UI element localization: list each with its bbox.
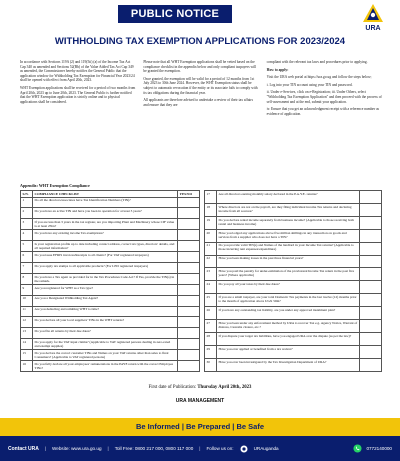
- checklist-item: Do you provide valid TIN(s) and Names of the landlord in your Income Tax returns? (Applicable to those incurring rent expenses/expenditure): [217, 242, 360, 255]
- yes-no-cell[interactable]: [178, 273, 200, 284]
- checklist-item: Have you been making losses in the past three financial years?: [217, 255, 360, 268]
- row-number: 25: [205, 294, 217, 307]
- checklist-item: Do you pay all your taxes by their due dates?: [217, 281, 360, 294]
- yes-no-cell[interactable]: [360, 216, 382, 229]
- checklist-item: Do you have any existing income Tax exemptions?: [33, 230, 178, 241]
- instruction-step: Visit the URA web portal at https://ura.go.ug and follow the steps below;: [266, 75, 372, 80]
- row-number: 19: [205, 216, 217, 229]
- table-row: [205, 191, 382, 204]
- social-media-icon[interactable]: [240, 445, 248, 453]
- checklist-item: Do you apply for the VAT input claims? (Applicable to VAT registered persons dealing in zero-rated and exempt supplies): [33, 339, 178, 350]
- intro-column-1: [20, 60, 135, 178]
- checklist-item: Are you a Designated Withholding Tax Agent?: [33, 295, 178, 306]
- checklist-item: If you are less than 3 years in the tax register, are you importing Plant and Machinery whose CIF value is at least 25bn?: [33, 219, 178, 230]
- checklist-item: Are all directors earning monthly salary declared in the P.A.Y.E. returns?: [217, 191, 360, 204]
- yes-no-cell[interactable]: [360, 358, 382, 371]
- table-row: [21, 219, 200, 230]
- whatsapp-icon: [353, 444, 362, 453]
- contact-bar: Contact URA | Website: www.ura.go.ug | Toll Free: 0800 217 000, 0800 117 000 | Follow us on: URAuganda 0772140000: [0, 436, 400, 461]
- table-row: [21, 306, 200, 317]
- yes-no-cell[interactable]: [178, 197, 200, 208]
- yes-no-cell[interactable]: [178, 262, 200, 273]
- checklist-item: Have you paid the penalty for under-estimation of the provisional Income Tax return in the past five years? (Where applicable): [217, 268, 360, 281]
- intro-paragraph: Once granted, the exemption will be valid for a period of 12 months from 1st July 2023 to 30th June 2024. However, the WHT Exemption status shall be subject to automatic revocation if the entity or its associate fails to comply with its tax obligations during the financial year.: [143, 76, 258, 95]
- row-number: 14: [21, 339, 33, 350]
- checklist-item: If you dispute your target tax liabilities, have you engaged URA over the dispute (as per the law)?: [217, 332, 360, 345]
- yes-no-cell[interactable]: [178, 219, 200, 230]
- intro-column-2: [143, 60, 258, 178]
- how-to-apply-heading: How to apply:: [266, 67, 289, 72]
- row-number: 29: [205, 345, 217, 358]
- row-number: 1: [21, 197, 33, 208]
- yes-no-cell[interactable]: [178, 252, 200, 263]
- table-row: [21, 317, 200, 328]
- checklist-item: Are you registered for WHT as a Tax type?: [33, 284, 178, 295]
- row-number: 15: [21, 350, 33, 361]
- social-handle[interactable]: URAuganda: [253, 446, 279, 451]
- table-row: [21, 252, 200, 263]
- checklist-item: Have you ever applied or benefited from a tax waiver?: [217, 345, 360, 358]
- yes-no-cell[interactable]: [360, 307, 382, 320]
- yes-no-cell[interactable]: [178, 208, 200, 219]
- yes-no-cell[interactable]: [178, 360, 200, 371]
- checklist-item: Do you declare the correct customer TINs and Names on your VAT returns other than sales to final Consumers? (Applicable to VAT registered persons): [33, 350, 178, 361]
- table-row: [205, 255, 382, 268]
- toll-free-numbers[interactable]: Toll Free: 0800 217 000, 0800 117 000: [114, 446, 194, 451]
- yes-no-cell[interactable]: [178, 295, 200, 306]
- row-number: 28: [205, 332, 217, 345]
- compliance-tables: [20, 190, 382, 372]
- checklist-item: Do you have a Tax agent as provided for in the Tax Procedures Code Act? If Yes, provide the TIN(s) in the remark.: [33, 273, 178, 284]
- publication-date-value: Thursday April 20th, 2023: [197, 385, 252, 390]
- table-row: [21, 262, 200, 273]
- page-title: WITHHOLDING TAX EXEMPTION APPLICATIONS FOR 2023/2024: [54, 36, 346, 47]
- table-row: [205, 203, 382, 216]
- intro-paragraph: WHT Exemption applications shall be received for a period of two months from April 20th, 2023 up to June 20th, 2023. The General Public is further notified that the WHT Exemption application is strictly online and to physical applications shall be considered.: [20, 85, 136, 104]
- column-header-sn: S/N.: [21, 191, 33, 198]
- row-number: 30: [205, 358, 217, 371]
- signature-management: URA MANAGEMENT: [175, 398, 225, 404]
- row-number: 16: [21, 360, 33, 371]
- row-number: 23: [205, 268, 217, 281]
- yes-no-cell[interactable]: [178, 350, 200, 361]
- table-row: [205, 294, 382, 307]
- checklist-item: Are you deducting and remitting WHT to time?: [33, 306, 178, 317]
- intro-paragraph: Please note that all WHT Exemption applications shall be vetted based on the compliance checklist in the appendix below and only compliant taxpayers will be granted the exemption.: [143, 60, 257, 74]
- checklist-item: If you are a small taxpayer, are your total Domestic Tax payments in the last twelve (12) months prior to the month of application above UGX 50m?: [217, 294, 360, 307]
- compliance-table-left: [20, 190, 200, 372]
- row-number: 3: [21, 219, 33, 230]
- row-number: 10: [21, 295, 33, 306]
- table-row: [205, 229, 382, 242]
- appendix-title: Appendix: WHT Exemption Compliance: [20, 183, 90, 188]
- intro-section: [20, 60, 382, 178]
- column-header-checklist: COMPLIANCE CHECKLIST: [33, 191, 178, 198]
- yes-no-cell[interactable]: [178, 317, 200, 328]
- table-row: [205, 345, 382, 358]
- yes-no-cell[interactable]: [178, 306, 200, 317]
- row-number: 2: [21, 208, 33, 219]
- yes-no-cell[interactable]: [178, 284, 200, 295]
- row-number: 18: [205, 203, 217, 216]
- yes-no-cell[interactable]: [360, 281, 382, 294]
- table-row: [205, 216, 382, 229]
- checklist-item: Have you ever been investigated by the Tax Investigation Department of URA?: [217, 358, 360, 371]
- intro-paragraph: In accordance with Sections 119A (2) and 119(5ii) (a) of the Income Tax Act Cap 340 as amended and Sections 52(Bb) of the Value Added Tax Act Cap 349 as amended, the Commissioner hereby notifies the General Public that the application window for Withholding Tax Exemption for Financial Year 2023/24 shall be opened with effect from April 20th, 2023.: [20, 60, 135, 83]
- instruction-step: i. Log into your TIN account using your TIN and password.: [266, 82, 353, 87]
- yes-no-cell[interactable]: [178, 328, 200, 339]
- row-number: 20: [205, 229, 217, 242]
- table-row: [21, 208, 200, 219]
- instruction-step: iv. Ensure that you get an acknowledgment receipt with a reference number as evidence of application.: [266, 107, 380, 116]
- checklist-item: Do you have an active TIN and have you been in operation for at least 3 years?: [33, 208, 178, 219]
- row-number: 9: [21, 284, 33, 295]
- row-number: 11: [21, 306, 33, 317]
- yes-no-cell[interactable]: [360, 242, 382, 255]
- row-number: 8: [21, 273, 33, 284]
- intro-paragraph: compliant with the relevant tax laws and procedures prior to applying.: [266, 60, 368, 64]
- table-row: [205, 242, 382, 255]
- contact-label: Contact URA: [8, 445, 39, 452]
- yes-no-cell[interactable]: [360, 268, 382, 281]
- website-link[interactable]: Website: www.ura.go.ug: [52, 446, 102, 451]
- follow-us-label: Follow us on:: [206, 446, 234, 451]
- instruction-step: ii. Under e-Services, click on e-Registration; iii. Under Others, select "Withholding Tax Exemption Application" and then proceed with the process of self-assessment and at the end, submit your application.: [266, 90, 382, 104]
- table-row: [21, 241, 200, 252]
- table-row: [21, 230, 200, 241]
- row-number: 21: [205, 242, 217, 255]
- checklist-item: Do you fully declare all your employees' remunerations in the PAYE return with the correct Employee TINs?: [33, 360, 178, 371]
- whatsapp-contact[interactable]: [353, 444, 392, 453]
- public-notice-badge: PUBLIC NOTICE: [118, 5, 232, 23]
- row-number: 17: [205, 191, 217, 204]
- table-row: [21, 360, 200, 371]
- table-row: [205, 332, 382, 345]
- checklist-item: If you have any outstanding tax liability, are you under any approved instalment plan?: [217, 307, 360, 320]
- table-row: [21, 273, 200, 284]
- table-row: [21, 197, 200, 208]
- yes-no-cell[interactable]: [178, 230, 200, 241]
- row-number: 22: [205, 255, 217, 268]
- checklist-item: Do you declare all your local suppliers' TINs in the WHT returns?: [33, 317, 178, 328]
- row-number: 26: [205, 307, 217, 320]
- yes-no-cell[interactable]: [360, 332, 382, 345]
- table-row: [205, 281, 382, 294]
- table-row: [205, 307, 382, 320]
- yes-no-cell[interactable]: [178, 339, 200, 350]
- row-number: 5: [21, 241, 33, 252]
- checklist-item: Is your registration profile up to date including contact address, correct tax types, directors' details, and all required information?: [33, 241, 178, 252]
- publication-date-label: First date of Publication:: [148, 385, 197, 390]
- header: [0, 0, 400, 52]
- table-row: [21, 328, 200, 339]
- intro-column-3: [267, 60, 382, 178]
- column-header-yes-no: YES/NO: [178, 191, 200, 198]
- ura-logo-icon: [353, 2, 393, 26]
- checklist-item: Do all the directors/associates have Tax Identification Numbers (TIN)?: [33, 197, 178, 208]
- table-row: [21, 350, 200, 361]
- table-row: [21, 284, 200, 295]
- logo-wordmark: URA: [365, 25, 381, 32]
- ura-logo: [353, 2, 393, 36]
- row-number: 24: [205, 281, 217, 294]
- row-number: 7: [21, 262, 33, 273]
- checklist-item: Do you declare rental income separately from business income? (Applicable to those receiving both rental and business income): [217, 216, 360, 229]
- table-row: [205, 320, 382, 333]
- yes-no-cell[interactable]: [360, 320, 382, 333]
- yes-no-cell[interactable]: [360, 203, 382, 216]
- yes-no-cell[interactable]: [360, 255, 382, 268]
- yes-no-cell[interactable]: [360, 345, 382, 358]
- slogan-bar: Be Informed | Be Prepared | Be Safe: [0, 418, 400, 436]
- checklist-item: Do you issue EFRIS invoices/Receipts to all clients? (For VAT registered taxpayers): [33, 252, 178, 263]
- yes-no-cell[interactable]: [360, 191, 382, 204]
- row-number: 13: [21, 328, 33, 339]
- row-number: 4: [21, 230, 33, 241]
- yes-no-cell[interactable]: [360, 229, 382, 242]
- row-number: 27: [205, 320, 217, 333]
- compliance-table-right: [204, 190, 382, 372]
- checklist-item: Where directors are not on the payroll, are they filing individual income Tax returns and declaring income from all sources?: [217, 203, 360, 216]
- checklist-item: Do you file all returns by their due dates?: [33, 328, 178, 339]
- compliance-table-right-body: [205, 191, 382, 372]
- yes-no-cell[interactable]: [178, 241, 200, 252]
- whatsapp-number: 0772140000: [366, 446, 392, 451]
- table-row: [21, 295, 200, 306]
- table-row: [205, 358, 382, 371]
- table-row: [21, 339, 200, 350]
- yes-no-cell[interactable]: [360, 294, 382, 307]
- row-number: 12: [21, 317, 33, 328]
- publication-date: [0, 385, 400, 390]
- checklist-item: Have you lodged any applications above five million shillings in any transaction on goods and services from a supplier who does not have a TIN?: [217, 229, 360, 242]
- compliance-table-left-body: [21, 197, 200, 371]
- intro-paragraph: All applicants are therefore advised to undertake a review of their tax affairs and ensure that they are: [143, 98, 254, 107]
- checklist-item: Do you apply tax stamps to all applicable products? (For LED registered taxpayers): [33, 262, 178, 273]
- table-row: [205, 268, 382, 281]
- row-number: 6: [21, 252, 33, 263]
- checklist-item: Have you been under any enforcement method by URA to recover Tax e.g. Agency Notice, Warrant of distress, Customs closure, etc.?: [217, 320, 360, 333]
